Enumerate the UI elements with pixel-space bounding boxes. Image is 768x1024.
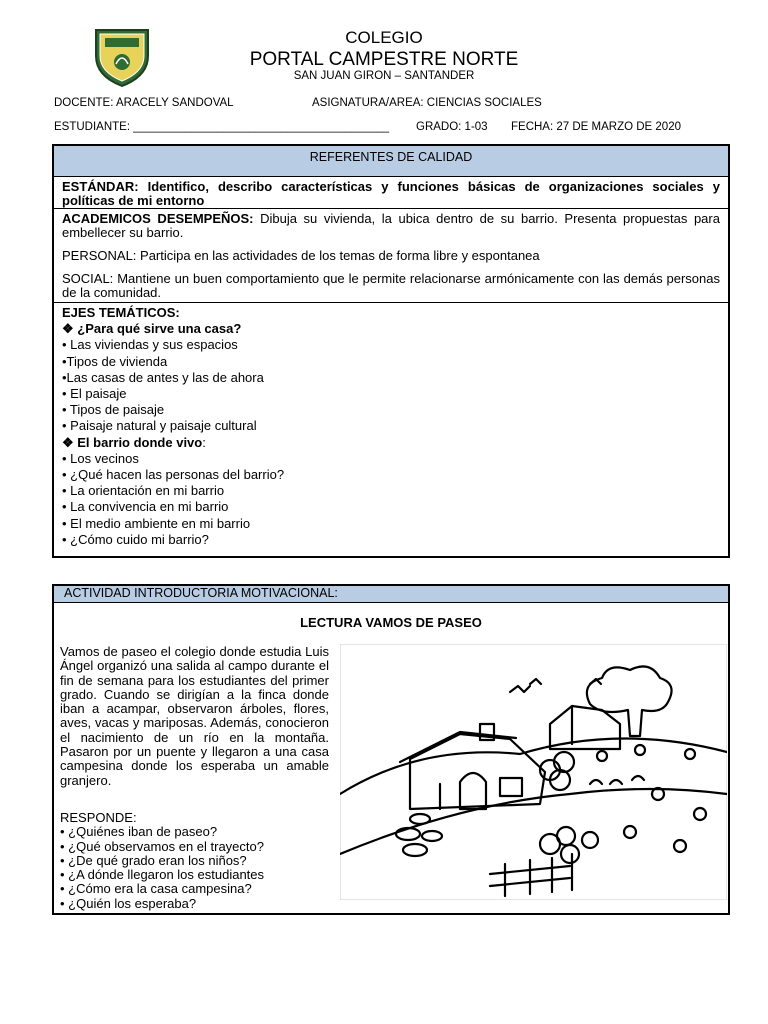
- thematic-axes: [54, 303, 728, 550]
- list-item: •Las casas de antes y las de ahora: [62, 369, 264, 385]
- student-name-field: ESTUDIANTE: ________________________________________: [54, 121, 390, 133]
- respond-label: RESPONDE:: [60, 810, 137, 825]
- list-item: • ¿De qué grado eran los niños?: [60, 852, 247, 868]
- list-item: • La orientación en mi barrio: [62, 483, 225, 499]
- axis-heading-neighborhood: ❖ El barrio donde vivo:: [62, 434, 206, 450]
- quality-references-header: REFERENTES DE CALIDAD: [54, 146, 728, 177]
- academic-text: Dibuja su vivienda, la ubica dentro de su barrio. Presenta propuestas para embellecer su barrio.: [62, 211, 720, 240]
- social-performance: SOCIAL: Mantiene un buen comportamiento que le permite relacionarse armónicamente con las demás personas de la comunidad.: [62, 271, 720, 300]
- subject-label: ASIGNATURA/AREA: CIENCIAS SOCIALES: [312, 97, 542, 109]
- personal-performance: PERSONAL: Participa en las actividades de los temas de forma libre y espontanea: [62, 248, 540, 263]
- reading-title: LECTURA VAMOS DE PASEO: [300, 615, 482, 630]
- activity-divider: [54, 602, 728, 603]
- grade-label: GRADO: 1-03: [416, 121, 488, 133]
- list-item: • Paisaje natural y paisaje cultural: [62, 418, 257, 434]
- academic-performance: [62, 212, 720, 240]
- standard-row: [54, 177, 728, 209]
- countryside-house-illustration: [340, 644, 727, 900]
- standard-text: Identifico, describo características y funciones básicas de organizaciones sociales y políticas de mi entorno: [62, 179, 720, 208]
- list-item: • ¿Qué hacen las personas del barrio?: [62, 467, 285, 483]
- teacher-label: DOCENTE: ARACELY SANDOVAL: [54, 97, 234, 109]
- list-item: • Tipos de paisaje: [62, 402, 165, 418]
- list-item: • El paisaje: [62, 386, 127, 402]
- academic-label: ACADEMICOS DESEMPEÑOS:: [62, 211, 254, 226]
- list-item: • ¿Quién los esperaba?: [60, 895, 197, 911]
- date-label: FECHA: 27 DE MARZO DE 2020: [511, 121, 681, 133]
- thematic-axes-title: EJES TEMÁTICOS:: [62, 305, 180, 320]
- school-location: SAN JUAN GIRON – SANTANDER: [293, 70, 475, 82]
- activity-header: ACTIVIDAD INTRODUCTORIA MOTIVACIONAL:: [54, 586, 728, 603]
- axis-heading-house: ❖ ¿Para qué sirve una casa?: [62, 321, 242, 337]
- list-item: • ¿A dónde llegaron los estudiantes: [60, 867, 265, 883]
- quality-references-box: [52, 144, 730, 558]
- list-item: • ¿Cómo era la casa campesina?: [60, 881, 252, 897]
- school-name-title: PORTAL CAMPESTRE NORTE: [249, 49, 519, 70]
- list-item: •Tipos de vivienda: [62, 353, 168, 369]
- performance-row: [54, 209, 728, 303]
- list-item: • ¿Cómo cuido mi barrio?: [62, 531, 209, 547]
- list-item: • Los vecinos: [62, 450, 139, 466]
- standard-label: ESTÁNDAR:: [62, 179, 139, 194]
- list-item: • Las viviendas y sus espacios: [62, 337, 238, 353]
- reading-text: Vamos de paseo el colegio donde estudia Luis Ángel organizó una salida al campo durante el fin de semana para los estudiantes del primer grado. Cuando se dirigían a la finca donde iban a acampar, observaron árboles, flores, aves, vacas y mariposas. Además, conocieron el nacimiento de un río en la montaña. Pasaron por un puente y llegaron a una casa campesina donde los esperaba un amable granjero.: [60, 644, 329, 788]
- list-item: • ¿Qué observamos en el trayecto?: [60, 838, 264, 854]
- list-item: • ¿Quiénes iban de paseo?: [60, 824, 218, 840]
- school-type-title: COLEGIO: [345, 28, 423, 47]
- list-item: • La convivencia en mi barrio: [62, 499, 229, 515]
- list-item: • El medio ambiente en mi barrio: [62, 515, 251, 531]
- questions-block: [60, 811, 329, 911]
